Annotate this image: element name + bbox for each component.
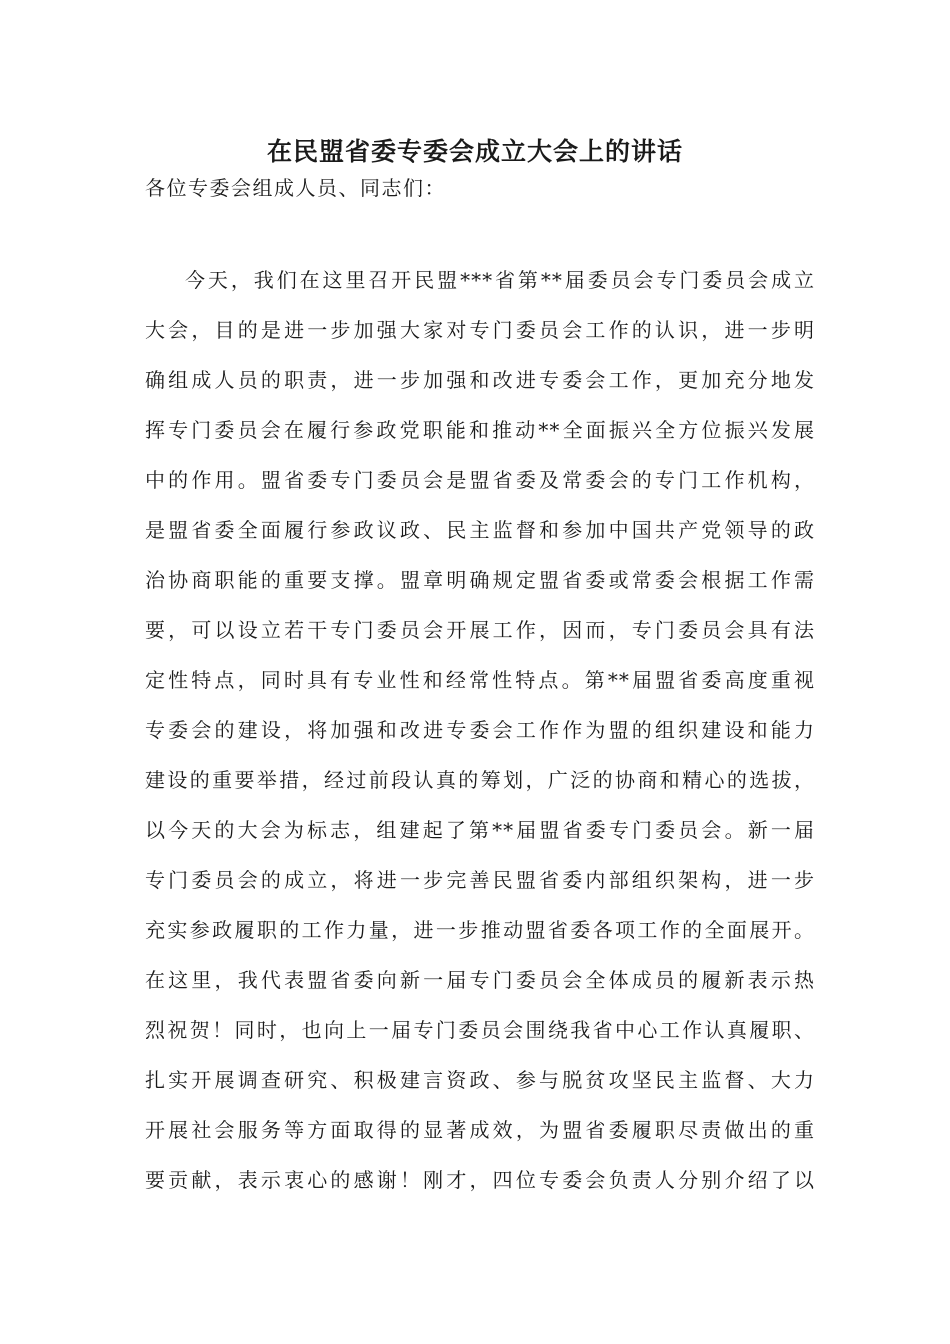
paragraph-line: 治协商职能的重要支撑。盟章明确规定盟省委或常委会根据工作需 — [145, 568, 815, 592]
paragraph-line: 建设的重要举措，经过前段认真的筹划，广泛的协商和精心的选拔， — [145, 768, 815, 792]
paragraph-line: 专委会的建设，将加强和改进专委会工作作为盟的组织建设和能力 — [145, 718, 815, 742]
paragraph-line: 充实参政履职的工作力量，进一步推动盟省委各项工作的全面展开。 — [145, 918, 815, 942]
document-title: 在民盟省委专委会成立大会上的讲话 — [266, 137, 683, 166]
paragraph-line: 今天，我们在这里召开民盟***省第**届委员会专门委员会成立 — [185, 268, 815, 292]
paragraph-line: 中的作用。盟省委专门委员会是盟省委及常委会的专门工作机构， — [145, 468, 815, 492]
paragraph-line: 定性特点，同时具有专业性和经常性特点。第**届盟省委高度重视 — [145, 668, 815, 692]
paragraph-line: 大会，目的是进一步加强大家对专门委员会工作的认识，进一步明 — [145, 318, 815, 342]
paragraph-line: 以今天的大会为标志，组建起了第**届盟省委专门委员会。新一届 — [145, 818, 815, 842]
paragraph-line: 要，可以设立若干专门委员会开展工作，因而，专门委员会具有法 — [145, 618, 815, 642]
paragraph-line: 在这里，我代表盟省委向新一届专门委员会全体成员的履新表示热 — [145, 968, 815, 992]
paragraph-line: 挥专门委员会在履行参政党职能和推动**全面振兴全方位振兴发展 — [145, 418, 815, 442]
paragraph-line: 扎实开展调查研究、积极建言资政、参与脱贫攻坚民主监督、大力 — [145, 1068, 815, 1092]
salutation: 各位专委会组成人员、同志们： — [145, 176, 446, 200]
paragraph-line: 专门委员会的成立，将进一步完善民盟省委内部组织架构，进一步 — [145, 868, 815, 892]
paragraph-line: 烈祝贺！同时，也向上一届专门委员会围绕我省中心工作认真履职、 — [145, 1018, 815, 1042]
paragraph-line: 是盟省委全面履行参政议政、民主监督和参加中国共产党领导的政 — [145, 518, 815, 542]
paragraph-line: 开展社会服务等方面取得的显著成效，为盟省委履职尽责做出的重 — [145, 1118, 815, 1142]
paragraph-line: 要贡献，表示衷心的感谢！刚才，四位专委会负责人分别介绍了以 — [145, 1168, 815, 1192]
body-paragraph — [145, 255, 815, 1205]
paragraph-line: 确组成人员的职责，进一步加强和改进专委会工作，更加充分地发 — [145, 368, 815, 392]
